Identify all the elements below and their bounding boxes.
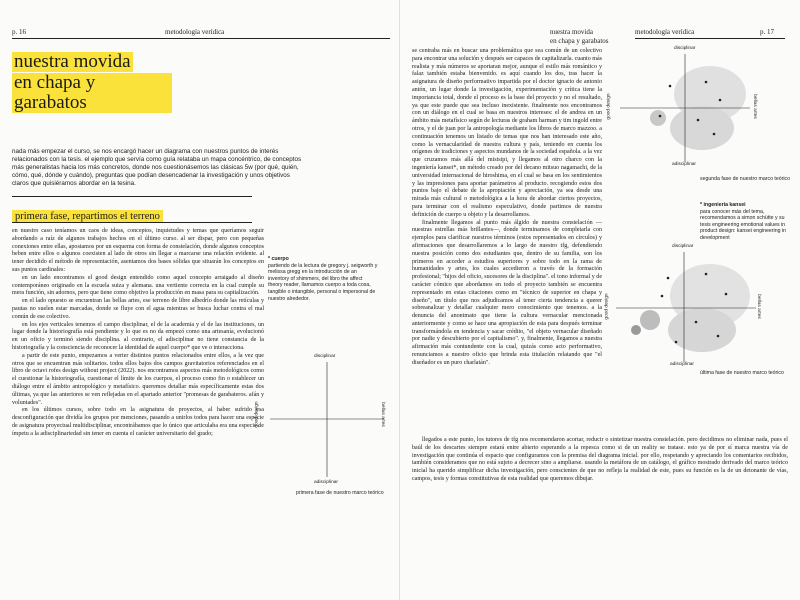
kansei-note	[700, 202, 792, 242]
axis-label-right: bellas artes	[755, 294, 761, 319]
concept-dot	[640, 310, 660, 330]
title-line-2: en chapa y garabatos	[12, 73, 172, 113]
cluster-bubble	[670, 106, 734, 150]
right-page	[400, 0, 800, 600]
axis-label-top: disciplinar	[672, 244, 694, 249]
body-paragraph: llegados a este punto, los tutores de tfg nos recomendaron acortar, reducir o sintetizar nuestra constelación. pero decidimos no eliminar nada, pues el baúl de los descartes siempre estará entre abierto esperando a la repesca como si de un reality se tratase. esto ya de por sí marca nuestra vía de investigación que continúa el espacio que configuramos con la premisa del diagrama inicial. por ello, respetando y apreciando los comentarios recibidos, también consideramos que no está sujeto a decrecer sino a ampliarse. usando la metáfora de un catálogo, el gráfico mostrado derivado del marco teórico inicial ha querido simplificar dicha investigación, pero conscientes de que no refleja la realidad de este, pues su función es la de un detonante de vías, campos, tesis y formas constitutivas de esta realidad que queremos dibujar.	[412, 437, 788, 482]
concept-dot	[650, 110, 666, 126]
axis-label-top: disciplinar	[674, 46, 696, 51]
running-head-left: nuestra movida	[550, 28, 593, 36]
body-paragraph: en los últimos cursos, sobre todo en la asignatura de proyectos, al haber sufrido esa desconfiguración que dividía los grupos por menciones, pasando a unirlos todos para hacer una especie de asignatura proyectual multidisciplinar, encontrábamos que lo único que articulaba era una especie de ímpetu a la adisciplinariedad sin tener en cuenta el carácter universitario del grado;	[12, 407, 264, 437]
body-paragraph: en nuestro caso teníamos un caos de ideas, conceptos, inquietudes y temas que queríamos seguir abordando a raíz de algunos trabajos hechos en el último curso. al ser dispar, pero con pequeñas conexiones entre ellas, apostamos por un esquema con forma de constelación, donde algunos conceptos beben entre ellos o algunos coexisten al lado de otros sin llegar a marcarse una relación evidente. al tener decidido el método de representación, asentamos dos bases sólidas que situarán los conceptos en sus puntos cardinales:	[12, 228, 264, 273]
axis-label-right: bellas artes	[751, 94, 757, 119]
axis-label-left: good design	[604, 293, 610, 320]
constellation-graphic	[610, 46, 760, 170]
diagram-second-phase	[606, 46, 760, 170]
diagram-caption: primera fase de nuestro marco teórico	[296, 490, 384, 496]
sidenote-cuerpo	[268, 256, 378, 302]
section-rule	[12, 222, 252, 223]
diagram-caption: segunda fase de nuestro marco teórico	[700, 176, 790, 182]
concept-dot	[717, 335, 720, 338]
header-rule	[12, 38, 390, 39]
constellation-graphic	[606, 244, 766, 370]
body-paragraph: en los ejes verticales tenemos el campo disciplinar, el de la academia y el de las instituciones, un lugar donde la historiografía está pendiente y lo que es no da empezó como una artesanía, evolucionó en un oficio y terminó siendo disciplina. al contrario, el adisciplinar no tiene constancia de la historiografía y la consciencia de reconocer la identidad de aquel cuerpo* que ve o interacciona.	[12, 321, 264, 351]
body-text	[12, 228, 264, 439]
axis-label-left: good design	[254, 401, 260, 428]
running-head: metodología verídica	[635, 28, 695, 36]
diagram-first-phase	[254, 352, 392, 492]
body-paragraph: a partir de este punto, empezamos a verter distintos puntos relacionados entre ellos, a la vez que otros que se encuentran más solitarios. todos ellos bajos dos campos gravitatorios referenciados en el libro de octavi rofes design without project (2022). nos encontramos aspectos más metodológicos como el cuestionar la historiografía, cuestionar el límite de los cuerpos, el proceso como fin o establecer un diálogo entre el ámbito antropológico y metafísico. queremos detallar más específicamente estas dos últimas, ya que las anteriores se ven reflejadas en el apartado anterior "promesas de garabateros. afán y voluntades".	[12, 352, 264, 406]
body-paragraph: se centraba más en buscar una problemática que sea común de un colectivo para encontrar una solución y después ser capaces de capitalizarla. cuanto más realista y más números se aportaran mejor, aunque el estilo más romántico y falaz también estaba bienvenido. es aquí cuando los dos, tras hacer la asignatura de diseño performativo impartida por el doctor ignacio de antonio antón, un lugar donde la investigación, experimentación y crítica tiene la importancia total, donde el proceso es la base del proyecto y no el resultado, ya que este puede que sea incluso inexistente. finalmente nos encontramos con un diálogo en el cual se basa en nuestros intereses: el de andrea en un ámbito más metafísico según de lecturas de graham harman y tim ingold entre otros, y el de juan por la antropología mediante los libros de marco mazzoo. a continuación tenemos un listado de temas que nos han interesado este año, como la vernacularidad de nuestra cultura y país, teniendo en cuenta los orígenes de tradiciones y aspectos mundanos de la sociedad española. a la vez que cruzamos más allá del misisipi, y llegamos al otro charco con la ingeniería kansei*, un método creado por del decano mitsuo nagamachi, de la universidad internacional de hiroshima, en el cual se basa en los sentimientos y las impresiones para aportar parámetros al producto. recogiendo estos dos puntos bajo el debate de la apropiación y apreciación, ya sea desde una mirada más cultural o metodológica a la hora de abordar ciertos proyectos, para terminar con el realismo especulativo, donde partimos de nuestra definición de cuerpo u objeto y la desarrollamos.	[412, 48, 602, 218]
concept-dot	[631, 325, 641, 335]
header-rule	[635, 38, 785, 39]
axis-label-bottom: adisciplinar	[670, 362, 694, 367]
concept-dot	[675, 341, 678, 344]
page-number: p. 16	[12, 28, 26, 36]
axis-label-bottom: adisciplinar	[314, 480, 338, 485]
concept-dot	[713, 133, 716, 136]
concept-dot	[659, 115, 662, 118]
diagram-final-phase	[606, 244, 766, 370]
axis-label-bottom: adisciplinar	[672, 162, 696, 167]
concept-dot	[705, 273, 708, 276]
axis-label-right: bellas artes	[379, 402, 385, 427]
axes-graphic	[262, 362, 392, 487]
concept-dot	[669, 85, 672, 88]
concept-dot	[705, 81, 708, 84]
body-paragraph: finalmente llegamos al punto más álgido de nuestra constelación —nuestras estrellas más brillantes—, donde terminamos de completarla con ejemplos para clarificar nuestros términos (estos representados en círculos) y afirmaciones que desarrollaremos a lo largo de nuestro tfg, defendiendo nuestra posición como dos estudiantes que, dentro de su familia, son los primeros en acceder a estudios superiores y sobre todo en la rama de humanidades y artes, los cuales accedieron a través de la formación profesional; "hijos del oficio, sucesores de la disciplina". el tono informal y de carácter cómico que abordamos en todo el proyecto también se encuentra representado en estas citaciones como en "técnico de superior en chapa y diseño", un título que nos adjudicamos al tener cierta tendencia a querer sobreanalizar y detallar cualquier mero conocimiento que tenemos. a la denuncia del anonimato que tiene la cultura vernacular mencionada anteriormente y como se hace una apropiación de esta para después terminar transformándola en tendencia y sacar crédito, "el objeto vernacular diseñado por nadie y descubierto por el capitalismo". y, finalmente, llegamos a nuestra afirmación más contundente con la cual, quizás como acto performativo, renunciamos a nuestro oficio que brinda esta titulación relatando que "el diseñador es un puro charlatán".	[412, 219, 602, 366]
axis-label-left: good design	[606, 93, 612, 120]
note-text: para conocer más del tema, recomendamos a simon schütte y su tesis engineering emotional values in product design: kansei engineering in development	[700, 208, 786, 241]
body-paragraph: en el lado opuesto se encuentran las bellas artes, ese terreno de libre albedrío donde las retículas y pautas no suelen estar marcadas, donde se fluye con el agua mientras se busca luchar contra el mal común de ese colectivo.	[12, 298, 264, 320]
sidenote-title: * cuerpo	[268, 256, 289, 262]
body-paragraph: en un lado encontramos el good design entendido como aquel concepto arraigado al diseño contemporáneo originado en la escuela suiza y alemana. una vertiente correcta en la cual cumple su mera función, sin adornos, pero que tiene como objetivo la producción en masa para su capitalización.	[12, 274, 264, 297]
running-head-sub: en chapa y garabatos	[550, 37, 609, 45]
concept-dot	[695, 321, 698, 324]
concept-dot	[667, 277, 670, 280]
intro-paragraph: nada más empezar el curso, se nos encargó hacer un diagrama con nuestros puntos de interés relacionados con la tesis. el ejemplo que servía como guía relataba un mapa concéntrico, de conceptos más generalistas hacia los más concretos, donde nos cuestionásemos las clásicas 5w (por qué, quién, cómo, qué, dónde y cuándo), preguntas que podían desencadenar la investigación y unos objetivos claros que quisiéramos abordar en la tesina.	[12, 148, 302, 187]
body-text	[412, 48, 602, 368]
concept-dot	[697, 119, 700, 122]
chapter-title	[12, 52, 172, 114]
title-line-1: nuestra movida	[14, 51, 131, 72]
running-head: metodología verídica	[165, 28, 225, 36]
note-title: * ingeniería kansei	[700, 202, 746, 208]
concept-dot	[719, 99, 722, 102]
concept-dot	[661, 295, 664, 298]
axis-label-top: disciplinar	[314, 354, 336, 359]
page-number: p. 17	[760, 28, 774, 36]
closing-paragraph	[412, 437, 788, 484]
cluster-bubble	[668, 308, 736, 352]
concept-dot	[725, 293, 728, 296]
sidenote-text: partiendo de la lectura de gregory j. seigworth y melissa gregg en la introducción de an inventory of shimmers, del libro the affect theory reader, llamamos cuerpo a toda cosa, tangible o intangible, personal o impersonal de nuestro alrededor.	[268, 262, 378, 302]
intro-rule	[12, 196, 252, 197]
section-title: primera fase, repartimos el terreno	[12, 210, 163, 223]
diagram-caption: última fase de nuestro marco teórico	[700, 370, 784, 376]
